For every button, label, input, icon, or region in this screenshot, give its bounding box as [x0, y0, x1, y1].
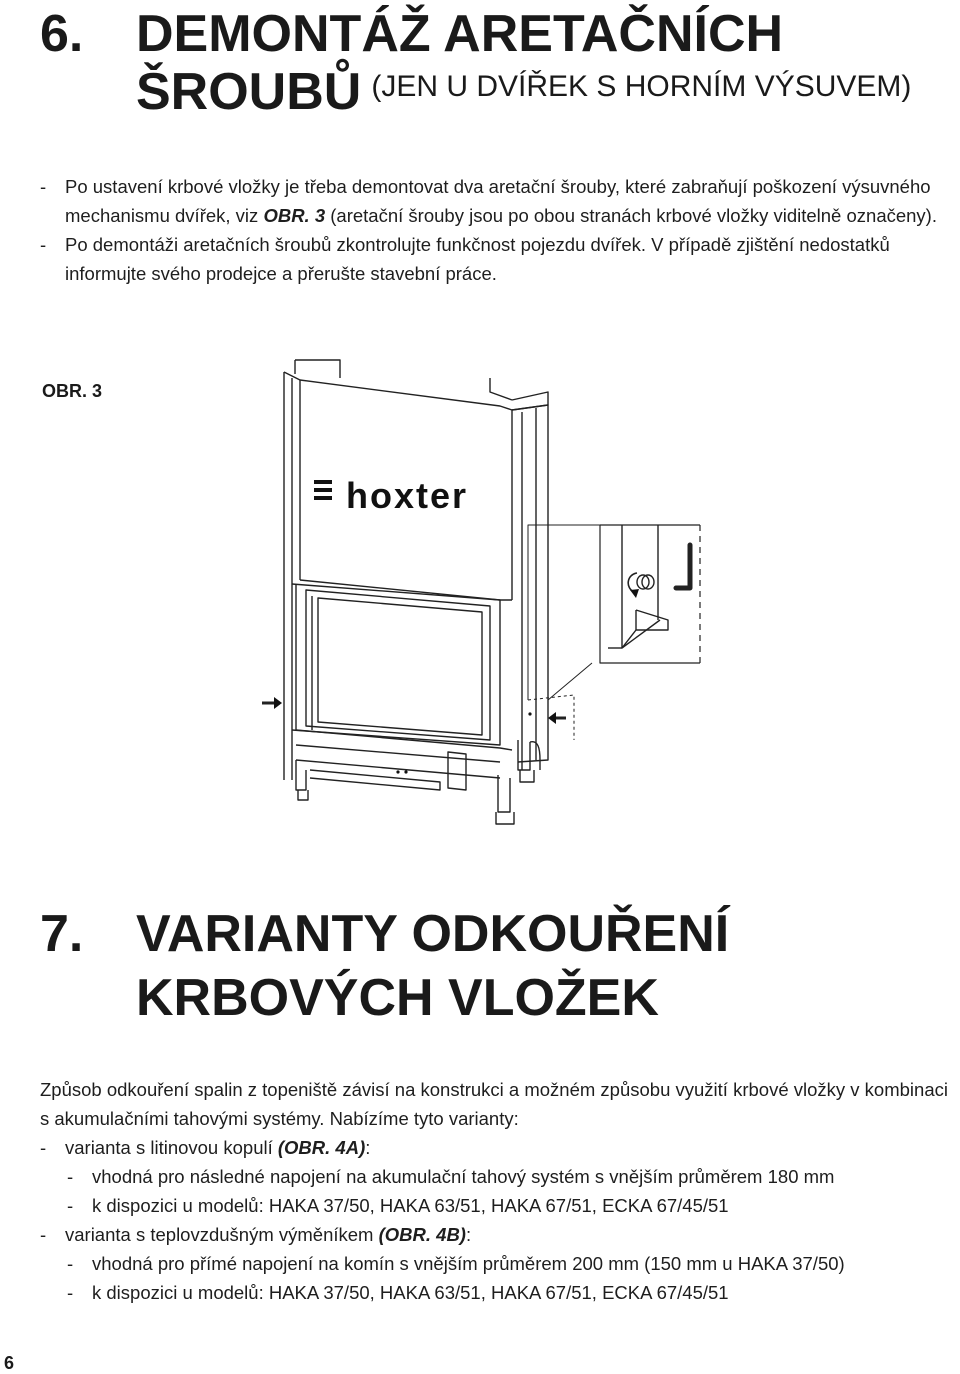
variant-subitem	[40, 1191, 960, 1220]
variant-item	[40, 1220, 960, 1249]
subitem-text: k dispozici u modelů: HAKA 37/50, HAKA 63/51, HAKA 67/51, ECKA 67/45/51	[92, 1195, 729, 1216]
subitem-dash: -	[67, 1253, 74, 1274]
variant-subitem	[40, 1249, 960, 1278]
variant-subitem	[40, 1278, 960, 1307]
variant-item	[40, 1133, 960, 1162]
bullet-text-part1: Po ustavení krbové vložky je třeba demontovat dva aretační šrouby, které zabraňují poškození výsuvného mechanismu dvířek, viz	[65, 176, 931, 226]
section-7-intro: Způsob odkouření spalin z topeniště závisí na konstrukci a možném způsobu využití krbové vložky v kombinaci s akumulačními tahovými systémy. Nabízíme tyto varianty:	[40, 1079, 948, 1129]
variant-subitem	[40, 1162, 960, 1191]
variant-colon: :	[465, 1224, 472, 1245]
hoxter-logo-text: hoxter	[346, 475, 469, 516]
hoxter-logo	[314, 480, 332, 500]
bullet-dash: -	[40, 234, 47, 255]
subitem-dash: -	[67, 1166, 74, 1187]
section-6-title-line1: DEMONTÁŽ ARETAČNÍCH	[136, 5, 784, 63]
section-6-title-word: ŠROUBŮ	[136, 63, 362, 121]
variant-label: varianta s litinovou kopulí	[65, 1137, 278, 1158]
subitem-text: k dispozici u modelů: HAKA 37/50, HAKA 63/51, HAKA 67/51, ECKA 67/45/51	[92, 1282, 729, 1303]
bullet-text: Po demontáži aretačních šroubů zkontrolujte funkčnost pojezdu dvířek. V případě zjištění nedostatků informujte svého prodejce a přerušte stavební práce.	[65, 234, 890, 284]
variant-label: varianta s teplovzdušným výměníkem	[65, 1224, 379, 1245]
subitem-text: vhodná pro přímé napojení na komín s vnějším průměrem 200 mm (150 mm u HAKA 37/50)	[92, 1253, 845, 1274]
section-6-subtitle: (JEN U DVÍŘEK S HORNÍM VÝSUVEM)	[371, 70, 912, 103]
figure-label: OBR. 3	[42, 381, 103, 401]
figure-ref: (OBR. 4B)	[378, 1224, 466, 1245]
variant-dash: -	[40, 1224, 47, 1245]
section-7-body	[40, 1075, 960, 1307]
section-7-title-line2: KRBOVÝCH VLOŽEK	[136, 969, 659, 1027]
section-7-title-line1: VARIANTY ODKOUŘENÍ	[136, 905, 730, 963]
variant-colon: :	[365, 1137, 371, 1158]
subitem-text: vhodná pro následné napojení na akumulační tahový systém s vnějším průměrem 180 mm	[92, 1166, 835, 1187]
bullet-dash: -	[40, 176, 47, 197]
section-7-number: 7.	[40, 905, 84, 963]
section-6-number: 6.	[40, 5, 84, 63]
figure-ref: OBR. 3	[263, 205, 326, 226]
subitem-dash: -	[67, 1195, 74, 1216]
figure-ref: (OBR. 4A)	[277, 1137, 366, 1158]
variant-dash: -	[40, 1137, 47, 1158]
subitem-dash: -	[67, 1282, 74, 1303]
bullet-text-part2: (aretační šrouby jsou po obou stranách krbové vložky viditelně označeny).	[325, 205, 937, 226]
page-number: 6	[4, 1353, 15, 1373]
